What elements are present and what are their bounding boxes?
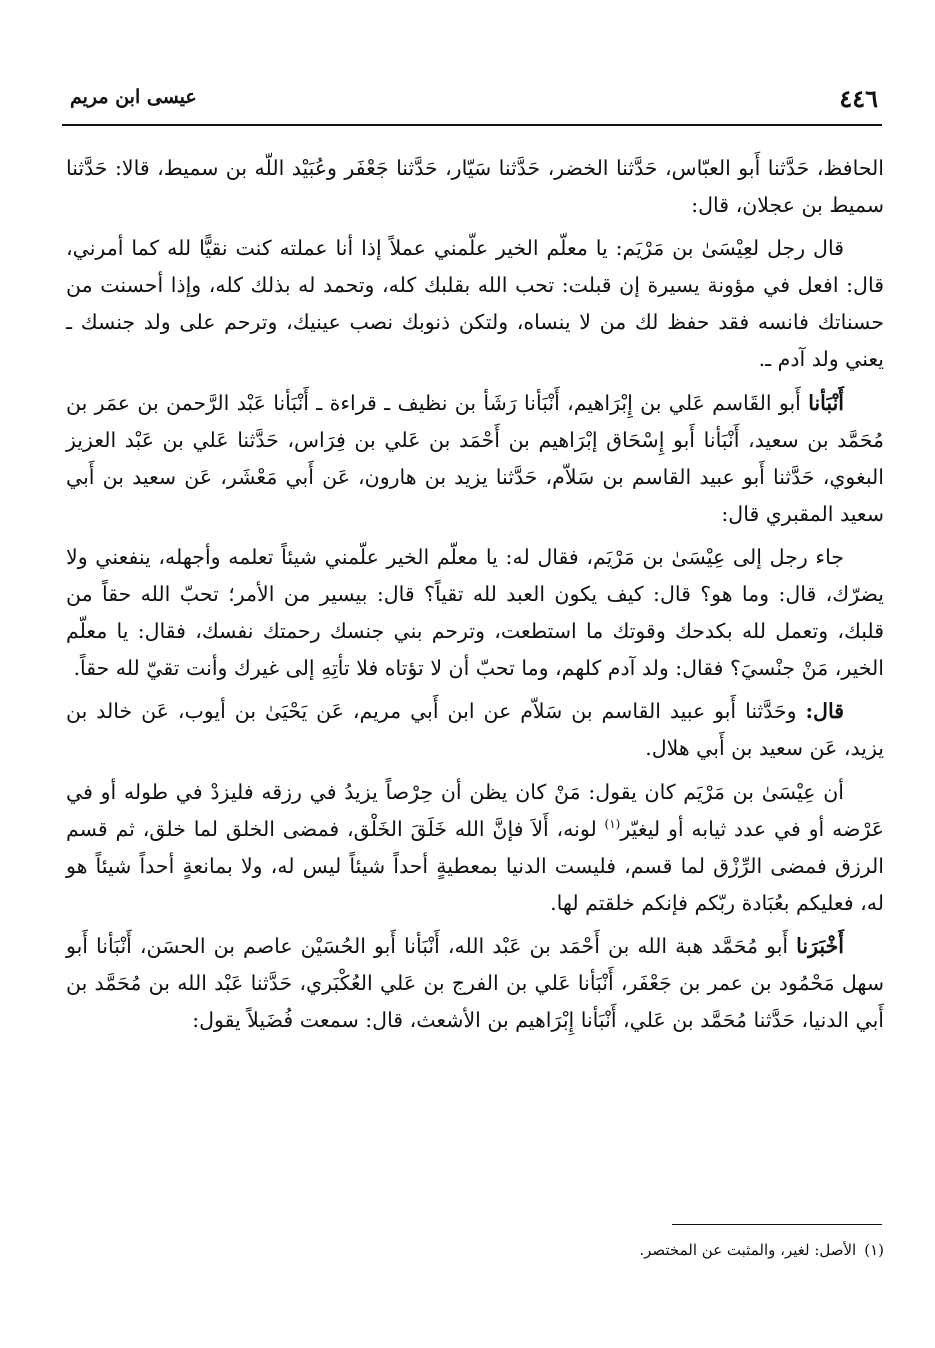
paragraph-text: قال رجل لعِيْسَىٰ بن مَرْيَم: يا معلّم الخير علّمني عملاً إذا أنا عملته كنت نقيًّا لله كما أمرني، قال: افعل في مؤونة يسيرة إن قبلت: تحب الله بقلبك كله، وتحمد له بذلك كله، وإذا أحسنت من حسناتك فانسه فقد حفظ لك من لا ينساه، ولتكن ذنوبك نصب عينيك، وترحم على ولد جنسك ـ يعني ولد آدم ـ. <box>66 236 884 372</box>
page-header <box>70 82 880 120</box>
page-number: ٤٤٦ <box>839 84 878 113</box>
footnote-number: (١) <box>864 1241 884 1259</box>
header-divider <box>62 124 882 126</box>
paragraph-text: جاء رجل إلى عِيْسَىٰ بن مَرْيَم، فقال له: يا معلّم الخير علّمني شيئاً تعلمه وأجهله، ينفعني ولا يضرّك، قال: وما هو؟ قال: كيف يكون العبد لله تقياً؟ قال: بيسير من الأمر؛ تحبّ الله حقاً من قلبك، وتعمل لله بكدحك وقوتك ما استطعت، وترحم بني جنسك رحمتك نفسك، فقال: يا معلّم الخير، مَنْ جنْسيَ؟ فقال: ولد آدم كلهم، وما تحبّ أن لا تؤتاه فلا تأتِهِ إلى غيرك وأنت تقيّ لله حقاً. <box>66 544 884 681</box>
main-text <box>66 150 884 1045</box>
paragraph-text: الحافظ، حَدَّثنا أَبو العبّاس، حَدَّثنا الخضر، حَدَّثنا سَيّار، حَدَّثنا جَعْفَر وعُبَيْد اللّه بن سميط، قالا: حَدَّثنا سميط بن عجلان، قال: <box>66 156 884 218</box>
paragraph-text: وحَدَّثنا أَبو عبيد القاسم بن سَلاّم عن ابن أَبي مريم، عَن يَحْيَىٰ بن أيوب، عَن خالد بن يزيد، عَن سعيد بن أَبي هلال. <box>66 699 884 761</box>
footnote-text: الأصل: لغير، والمثبت عن المختصر. <box>639 1241 857 1259</box>
paragraph-text: أن عِيْسَىٰ بن مَرْيَم كان يقول: مَنْ كان يظن أن حِرْصاً يزيدُ في رزقه فليزدْ في طوله أو في عَرْضه أو في عدد ثيابه أو ليغيّر <box>66 779 885 841</box>
paragraph-lead-word: أَخْبَرَنا <box>796 933 844 958</box>
footnotes <box>66 1238 884 1262</box>
paragraph-4 <box>66 539 884 687</box>
footnote-item <box>66 1238 884 1262</box>
paragraph-2 <box>66 230 884 378</box>
footnote-divider <box>672 1224 882 1225</box>
paragraph-lead-word: قال: <box>805 699 844 724</box>
footnote-reference[interactable]: (١) <box>604 816 621 831</box>
paragraph-text: أَبو القَاسم عَلي بن إِبْرَاهيم، أَنْبَأنا رَشَأ بن نظيف ـ قراءة ـ أَنْبَأنا عَبْد الرَّحمن بن عمَر بن مُحَمَّد بن سعيد، أَنْبَأنا أَبو إِسْحَاق إبْرَاهيم بن أَحْمَد بن عَلي بن فِرَاس، حَدَّثنا عَلي بن عَبْد العزيز البغوي، حَدَّثنا أَبو عبيد القاسم بن سَلاّم، حَدَّثنا يزيد بن هارون، عَن أَبي مَعْشَر، عَن سعيد بن أَبي سعيد المقبري قال: <box>66 390 884 526</box>
paragraph-lead-word: أَنْبَأنا <box>808 390 844 415</box>
paragraph-text-continued: لونه، أَلاَ فإنَّ الله خَلَقَ الخَلْق، فمضى الخلق لما خلق، ثم قسم الرزق فمضى الرِّزْق لما قسم، فليست الدنيا بمعطيةٍ أحداً شيئاً ليس له، ولا بمانعةٍ أحداً شيئاً هو له، فعليكم بعُبَادة ربّكم فإنكم خلقتم لها. <box>66 816 884 915</box>
paragraph-1 <box>66 150 884 224</box>
paragraph-5 <box>66 693 884 767</box>
paragraph-text: أَبو مُحَمَّد هبة الله بن أَحْمَد بن عَبْد الله، أَنْبَأنا أَبو الحُسَيْن عاصم بن الحسَن، أَنْبَأنا أَبو سهل مَحْمُود بن عمر بن جَعْفَر، أَنْبَأنا عَلي بن الفرج بن عَلي العُكْبَري، حَدَّثنا عَبْد الله بن مُحَمَّد بن أَبي الدنيا، حَدَّثنا مُحَمَّد بن عَلي، أَنْبَأنا إِبْرَاهيم بن الأشعث، قال: سمعت فُضَيلاً يقول: <box>66 933 884 1033</box>
paragraph-3 <box>66 385 884 533</box>
running-title: عيسى ابن مريم <box>70 86 197 108</box>
paragraph-6 <box>66 774 884 922</box>
paragraph-7 <box>66 928 884 1039</box>
